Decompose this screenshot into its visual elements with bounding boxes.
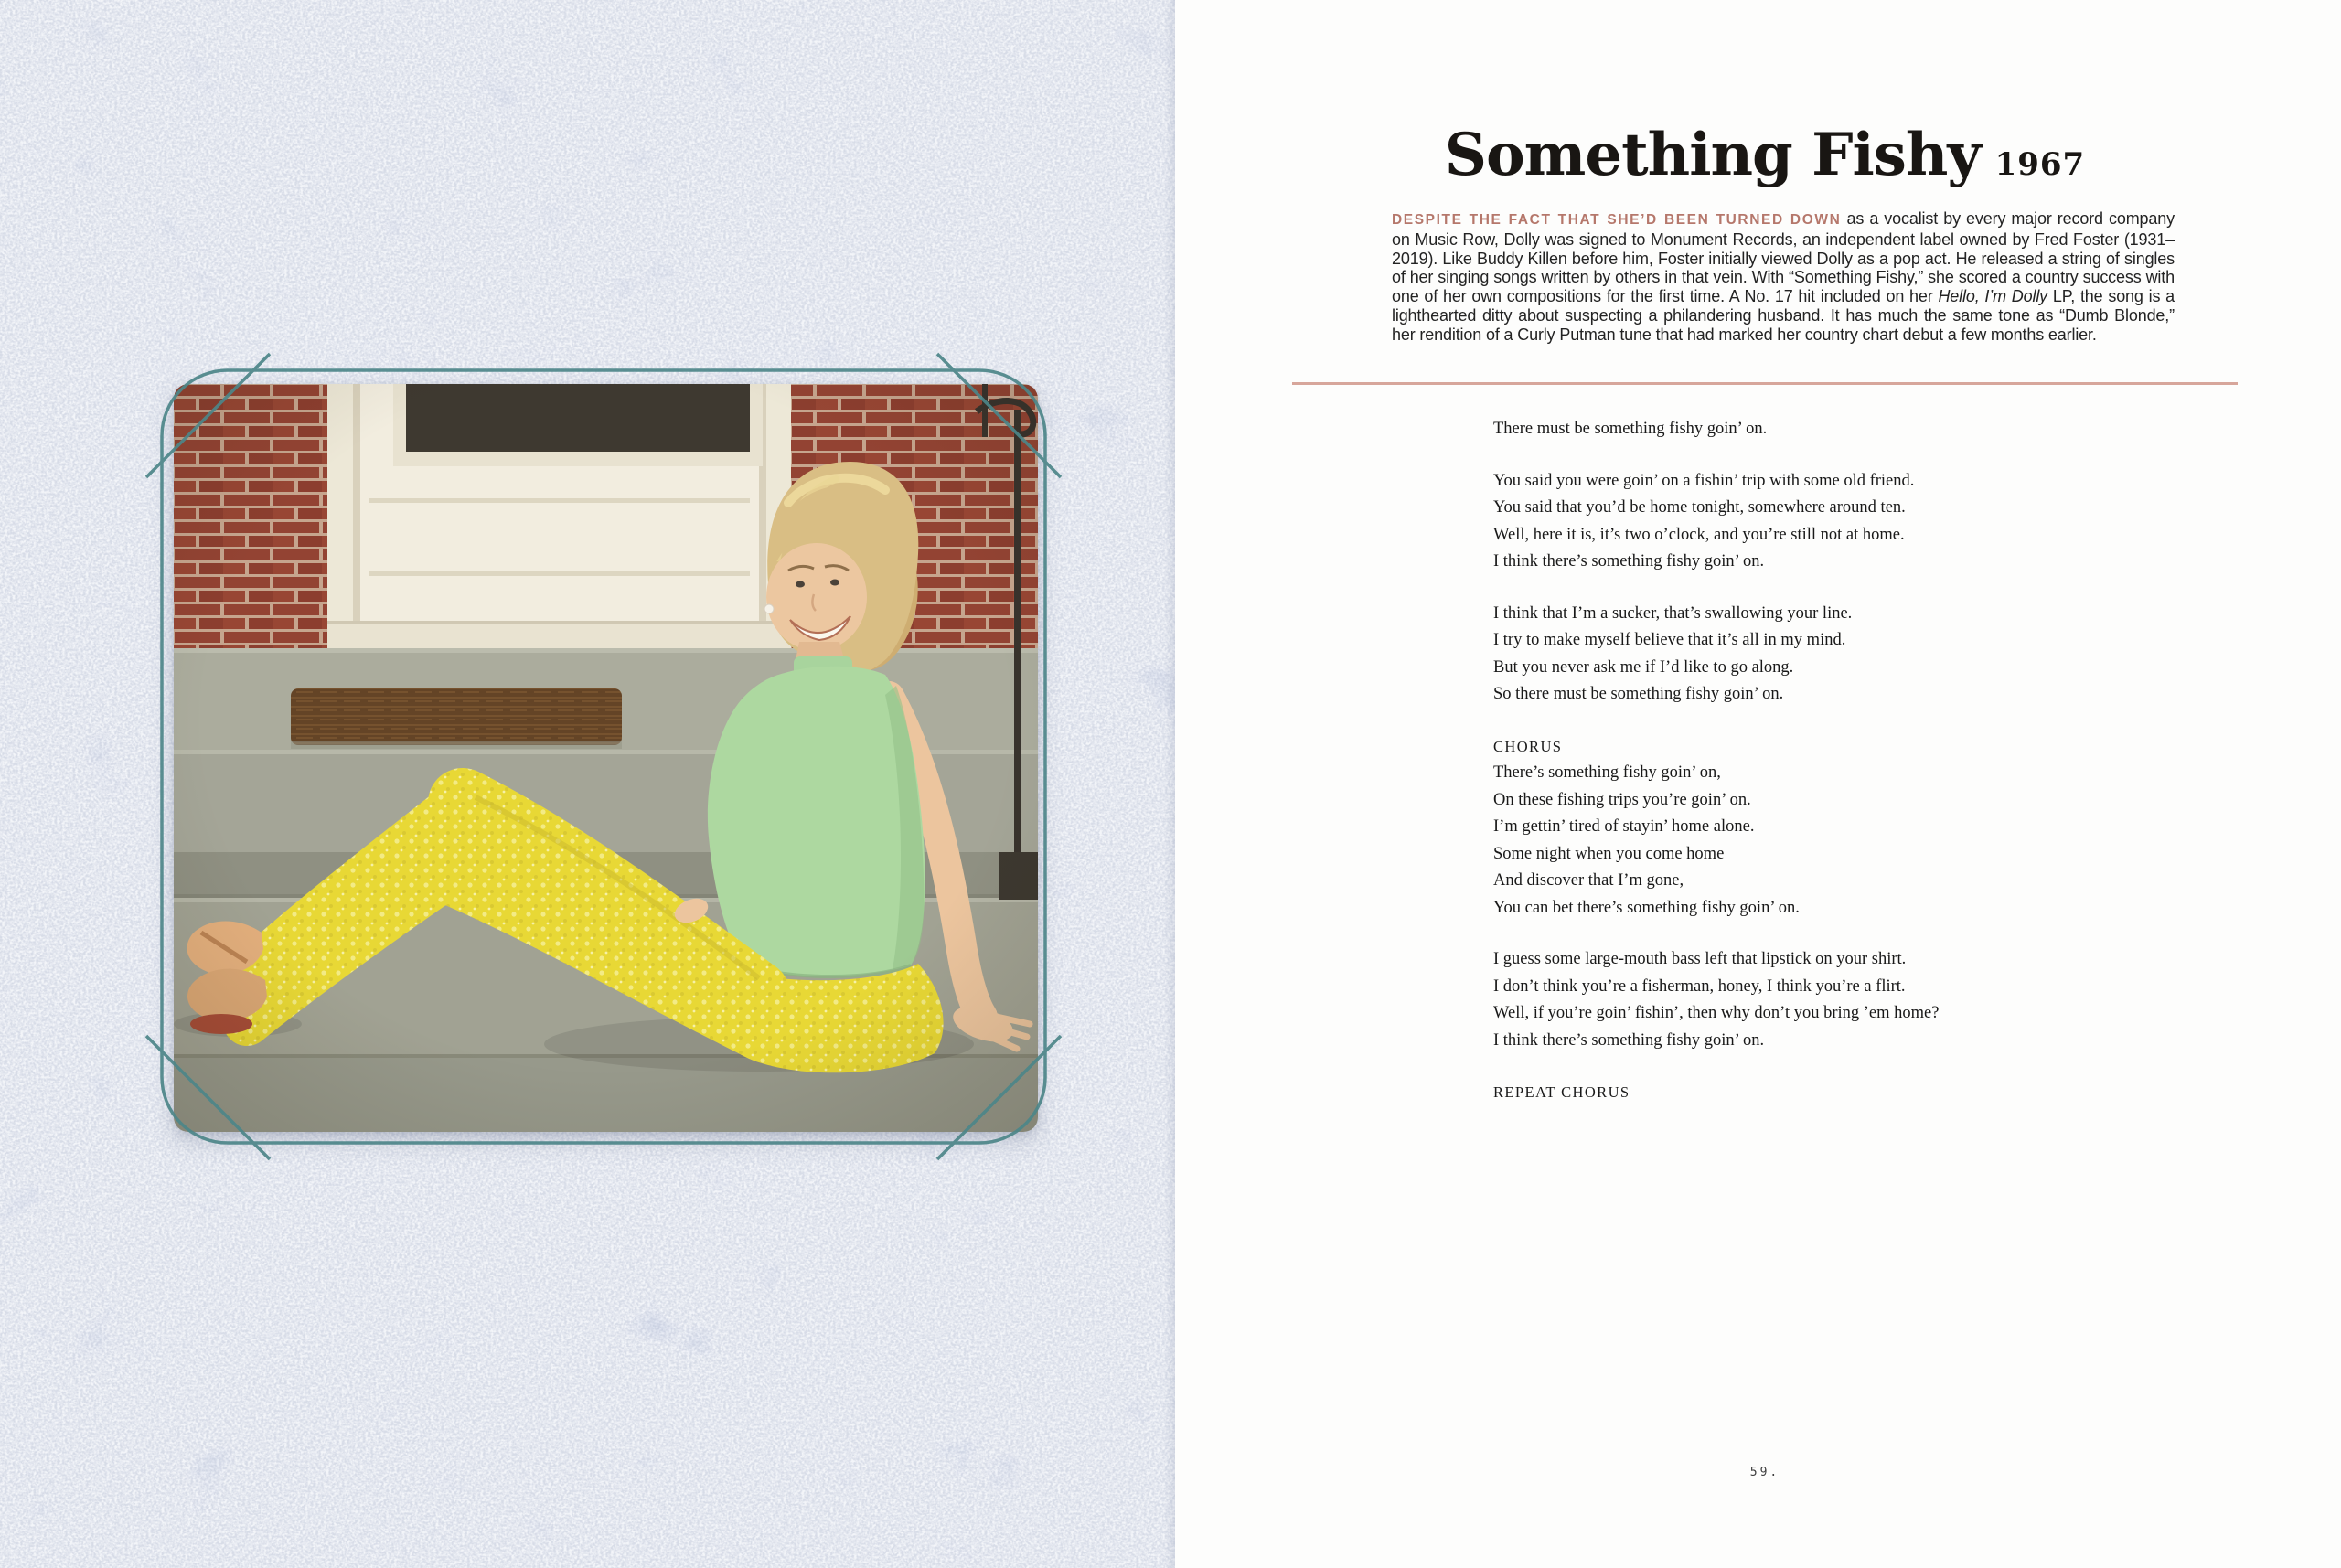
- lyric-line: And discover that I’m gone,: [1493, 871, 1684, 890]
- lyric-line: Some night when you come home: [1493, 844, 1725, 863]
- intro-paragraph: [1392, 209, 2175, 345]
- song-title: [1291, 121, 2239, 189]
- vignette: [174, 384, 1038, 1132]
- page-number: 59.: [1749, 1466, 1780, 1479]
- lyric-stanza: [1493, 946, 1939, 1054]
- porch-photo-scene: [174, 384, 1038, 1132]
- lyric-line: I try to make myself believe that it’s all in my mind.: [1493, 631, 1846, 649]
- lyric-line: There must be something fishy goin’ on.: [1493, 420, 1768, 438]
- repeat-chorus-label: REPEAT CHORUS: [1493, 1083, 1630, 1101]
- intro-lead-in: DESPITE THE FACT THAT SHE’D BEEN TURNED DOWN: [1392, 212, 1842, 228]
- lyric-line: So there must be something fishy goin’ on.: [1493, 685, 1784, 703]
- repeat-chorus: [1493, 1079, 1939, 1106]
- intro-body-2: LP, the song is a lighthearted ditty about suspecting a philandering husband. It has much the same tone as “Dumb Blonde,” her rendition of a Curly Putman tune that had marked her country chart debut a few months earlier.: [1392, 287, 2175, 344]
- lyric-line: You can bet there’s something fishy goin’ on.: [1493, 898, 1800, 917]
- song-page-content: [1291, 0, 2239, 1568]
- lyric-line: You said that you’d be home tonight, somewhere around ten.: [1493, 498, 1906, 517]
- lyric-line: On these fishing trips you’re goin’ on.: [1493, 790, 1751, 809]
- porch-photo: [174, 384, 1038, 1132]
- lyric-line: I don’t think you’re a fisherman, honey, I think you’re a flirt.: [1493, 976, 1906, 996]
- lyric-line: Well, if you’re goin’ fishin’, then why don’t you bring ’em home?: [1493, 1004, 1940, 1022]
- right-page: [1175, 0, 2341, 1568]
- lyric-line: You said you were goin’ on a fishin’ trip with some old friend.: [1493, 471, 1915, 490]
- section-rule: [1292, 382, 2238, 385]
- lyric-line: Well, here it is, it’s two o’clock, and you’re still not at home.: [1493, 525, 1905, 544]
- lyric-stanza-chorus: [1493, 733, 1939, 923]
- lyric-line: I’m gettin’ tired of stayin’ home alone.: [1493, 817, 1755, 836]
- lyric-line: But you never ask me if I’d like to go along.: [1493, 657, 1794, 677]
- chorus-label: CHORUS: [1493, 737, 1563, 755]
- song-year: 1967: [1994, 146, 2086, 183]
- lyric-line: I think there’s something fishy goin’ on.: [1493, 552, 1765, 571]
- song-title-text: Something Fishy: [1444, 121, 1981, 189]
- intro-body-1: as a vocalist by every major record company on Music Row, Dolly was signed to Monument Records, an independent label owned by Fred Foster (1931–2019). Like Buddy Killen before him, Foster initially viewed Dolly as a pop act. He released a string of singles of her singing songs written by others in that vein. With “Something Fishy,” she scored a country success with one of her own compositions for the first time. A No. 17 hit included on her: [1392, 209, 2175, 306]
- lyric-stanza: [1493, 468, 1939, 576]
- lyric-line: I think that I’m a sucker, that’s swallowing your line.: [1493, 603, 1853, 623]
- lyric-stanza: [1493, 601, 1939, 709]
- lyric-line: I think there’s something fishy goin’ on.: [1493, 1030, 1765, 1050]
- lyric-stanza: [1493, 416, 1939, 443]
- intro-album-title: Hello, I’m Dolly: [1938, 287, 2048, 306]
- lyric-line: I guess some large-mouth bass left that lipstick on your shirt.: [1493, 950, 1907, 968]
- lyric-line: There’s something fishy goin’ on,: [1493, 763, 1721, 782]
- lyrics-block: [1493, 416, 1939, 1131]
